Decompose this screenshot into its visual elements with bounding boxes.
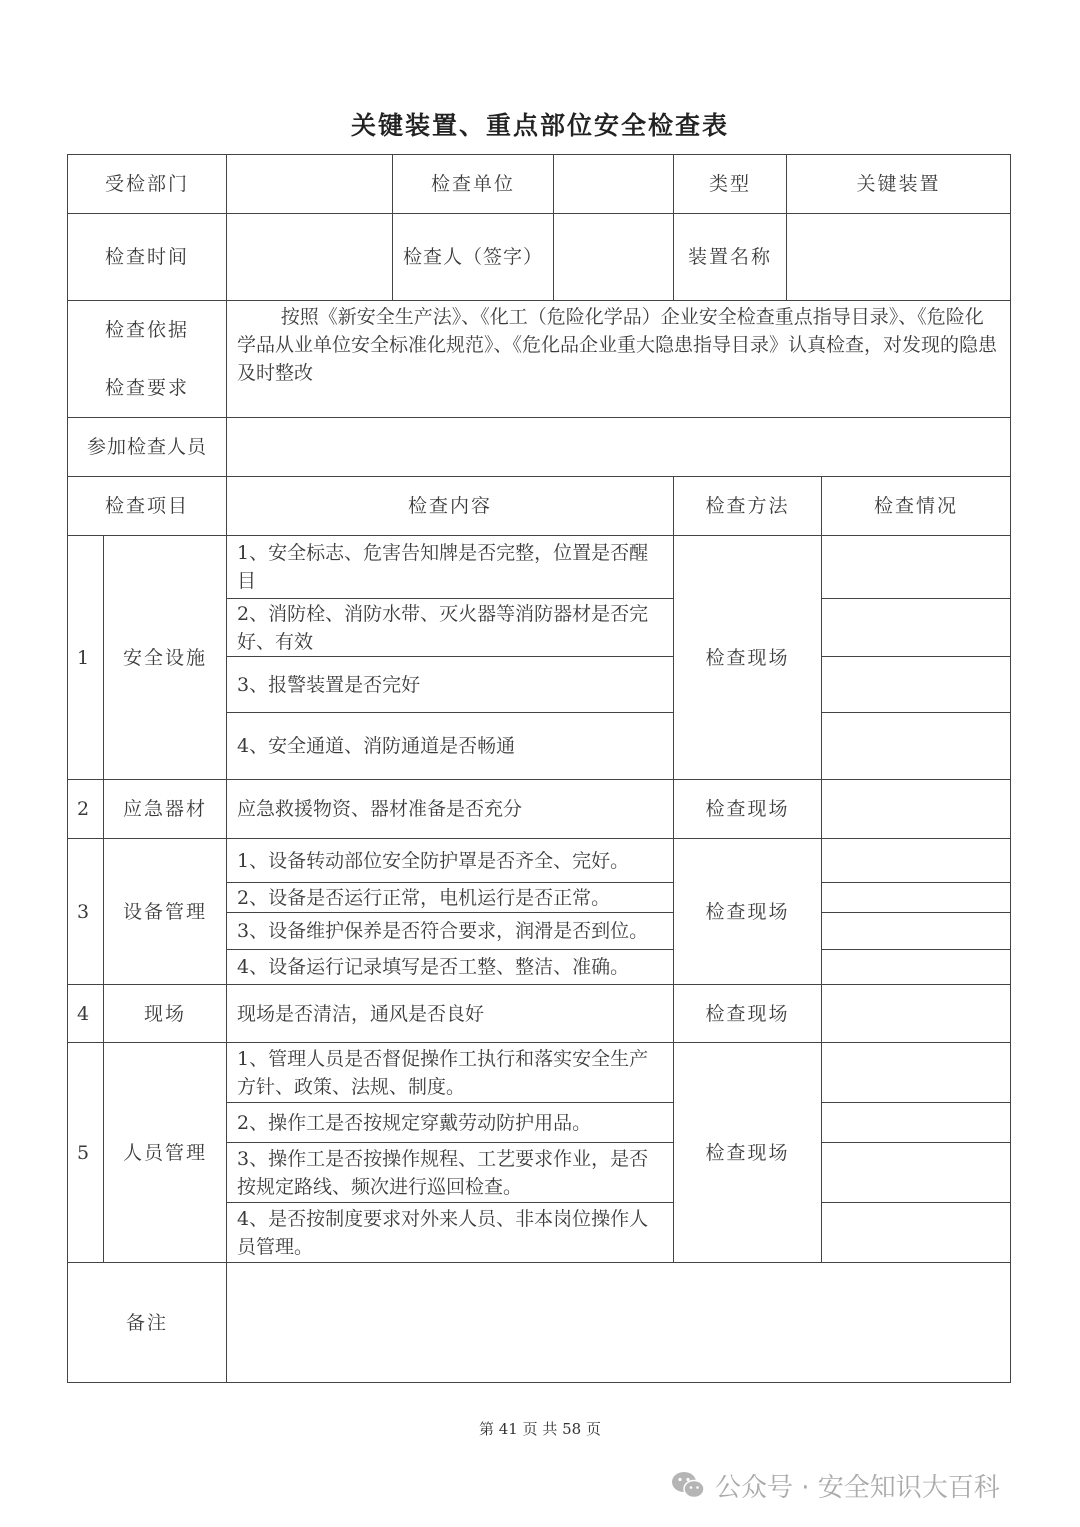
section-3-item-4: 4、设备运行记录填写是否工整、整洁、准确。 [227, 950, 674, 985]
section-1-item-2: 2、消防栓、消防水带、灭火器等消防器材是否完好、有效 [227, 599, 674, 657]
section-1-item-3: 3、报警装置是否完好 [227, 657, 674, 713]
column-item: 检查项目 [68, 477, 227, 536]
section-3-result-1[interactable] [822, 839, 1011, 883]
column-result: 检查情况 [822, 477, 1011, 536]
section-2-result-1[interactable] [822, 780, 1011, 839]
section-1-name: 安全设施 [104, 536, 227, 780]
section-4-num: 4 [68, 985, 104, 1043]
dept-label: 受检部门 [68, 155, 227, 214]
watermark-text: 公众号 · 安全知识大百科 [715, 1472, 1000, 1503]
section-5-method: 检查现场 [674, 1043, 822, 1263]
section-1-item-4: 4、安全通道、消防通道是否畅通 [227, 713, 674, 780]
section-2-item-1: 应急救援物资、器材准备是否充分 [227, 780, 674, 839]
participants-label: 参加检查人员 [68, 418, 227, 477]
document-title: 关键装置、重点部位安全检查表 [350, 111, 729, 140]
section-5-item-4: 4、是否按制度要求对外来人员、非本岗位操作人员管理。 [227, 1203, 674, 1263]
inspection-table [67, 154, 1011, 1383]
section-5-result-2[interactable] [822, 1103, 1011, 1143]
section-1-num: 1 [68, 536, 104, 780]
section-4-result-1[interactable] [822, 985, 1011, 1043]
section-1-result-4[interactable] [822, 713, 1011, 780]
basis-label-cell [68, 301, 227, 418]
section-1-result-3[interactable] [822, 657, 1011, 713]
section-3-result-3[interactable] [822, 913, 1011, 950]
type-value[interactable]: 关键装置 [787, 155, 1011, 214]
section-1-method: 检查现场 [674, 536, 822, 780]
section-2-name: 应急器材 [104, 780, 227, 839]
type-label: 类型 [674, 155, 787, 214]
section-5-item-2: 2、操作工是否按规定穿戴劳动防护用品。 [227, 1103, 674, 1143]
section-3-method: 检查现场 [674, 839, 822, 985]
time-label: 检查时间 [68, 214, 227, 301]
section-5-result-1[interactable] [822, 1043, 1011, 1103]
section-1-result-1[interactable] [822, 536, 1011, 599]
section-5-result-4[interactable] [822, 1203, 1011, 1263]
section-3-name: 设备管理 [104, 839, 227, 985]
section-5-item-3: 3、操作工是否按操作规程、工艺要求作业，是否按规定路线、频次进行巡回检查。 [227, 1143, 674, 1203]
section-3-item-1: 1、设备转动部位安全防护罩是否齐全、完好。 [227, 839, 674, 883]
basis-text: 按照《新安全生产法》、《化工（危险化学品）企业安全检查重点指导目录》、《危险化学品从业单位安全标准化规范》、《危化品企业重大隐患指导目录》认真检查，对发现的隐患及时整改 [227, 301, 1011, 418]
time-value[interactable] [227, 214, 393, 301]
basis-label: 检查依据 [105, 319, 190, 341]
device-label: 装置名称 [674, 214, 787, 301]
section-2-method: 检查现场 [674, 780, 822, 839]
column-method: 检查方法 [674, 477, 822, 536]
participants-value[interactable] [227, 418, 1011, 477]
dept-value[interactable] [227, 155, 393, 214]
device-value[interactable] [787, 214, 1011, 301]
page-footer: 第 41 页 共 58 页 [478, 1420, 601, 1438]
section-3-result-4[interactable] [822, 950, 1011, 985]
remarks-value[interactable] [227, 1263, 1011, 1383]
section-5-result-3[interactable] [822, 1143, 1011, 1203]
remarks-label: 备注 [68, 1263, 227, 1383]
column-content: 检查内容 [227, 477, 674, 536]
section-4-method: 检查现场 [674, 985, 822, 1043]
section-3-num: 3 [68, 839, 104, 985]
section-4-item-1: 现场是否清洁，通风是否良好 [227, 985, 674, 1043]
section-5-num: 5 [68, 1043, 104, 1263]
section-3-result-2[interactable] [822, 883, 1011, 913]
section-1-result-2[interactable] [822, 599, 1011, 657]
require-label: 检查要求 [105, 377, 190, 399]
section-5-item-1: 1、管理人员是否督促操作工执行和落实安全生产方针、政策、法规、制度。 [227, 1043, 674, 1103]
wechat-icon [671, 1470, 705, 1500]
inspector-value[interactable] [554, 214, 674, 301]
unit-label: 检查单位 [393, 155, 554, 214]
inspector-label: 检查人（签字） [393, 214, 554, 301]
section-4-name: 现场 [104, 985, 227, 1043]
section-2-num: 2 [68, 780, 104, 839]
watermark [671, 1465, 1000, 1505]
section-3-item-3: 3、设备维护保养是否符合要求，润滑是否到位。 [227, 913, 674, 950]
section-1-item-1: 1、安全标志、危害告知牌是否完整，位置是否醒目 [227, 536, 674, 599]
section-3-item-2: 2、设备是否运行正常，电机运行是否正常。 [227, 883, 674, 913]
section-5-name: 人员管理 [104, 1043, 227, 1263]
unit-value[interactable] [554, 155, 674, 214]
